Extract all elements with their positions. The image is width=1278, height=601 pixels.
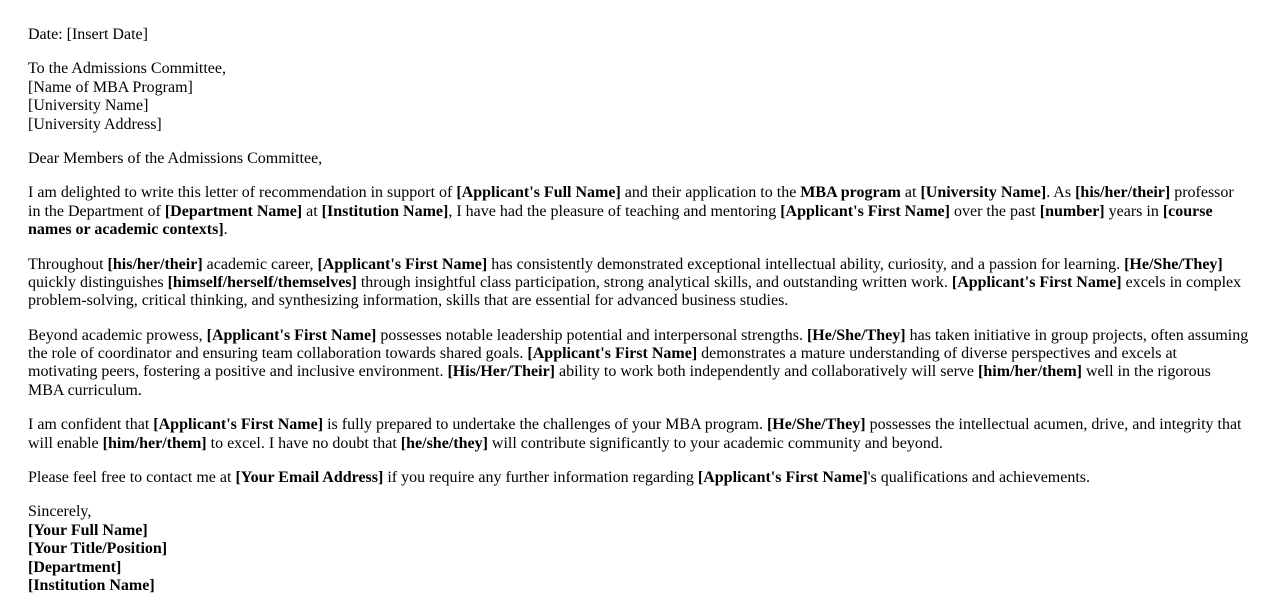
text-run: I am confident that <box>28 416 154 434</box>
placeholder-field: [Applicant's First Name] <box>153 416 324 434</box>
text-run: has consistently demonstrated exceptional intellectual ability, curiosity, and a passion for learning. <box>487 255 1125 273</box>
salutation <box>28 150 1250 168</box>
placeholder-field: [He/She/They] <box>1124 255 1223 273</box>
text-run: [University Name] <box>28 97 149 115</box>
text-run: if you require any further information regarding <box>383 469 698 487</box>
placeholder-field: [Your Title/Position] <box>28 540 168 558</box>
recipient-address <box>28 60 1250 134</box>
text-run: Dear Members of the Admissions Committee, <box>28 149 323 167</box>
text-run: Date: [Insert Date] <box>28 26 148 43</box>
emphasis-text: MBA program <box>800 184 901 202</box>
text-run: will contribute significantly to your academic community and beyond. <box>487 434 943 452</box>
placeholder-field: [Department] <box>28 558 122 576</box>
placeholder-field: [him/her/them] <box>978 363 1082 381</box>
text-run: possesses notable leadership potential and interpersonal strengths. <box>376 326 807 344</box>
placeholder-field: [University Name] <box>920 184 1047 202</box>
text-run: excels in complex problem-solving, critical thinking, and synthesizing information, skills that are essential for advanced business studies. <box>28 273 1242 310</box>
text-run: is fully prepared to undertake the challenges of your MBA program. <box>323 416 767 434</box>
text-run: Sincerely, <box>28 503 92 521</box>
placeholder-field: [Applicant's Full Name] <box>456 184 621 202</box>
text-run: . As <box>1046 184 1076 202</box>
placeholder-field: [His/Her/Their] <box>447 363 555 381</box>
text-run: [Name of MBA Program] <box>28 78 193 96</box>
text-run: academic career, <box>202 255 318 273</box>
paragraph-introduction <box>28 184 1250 239</box>
placeholder-field: [Your Full Name] <box>28 521 148 539</box>
placeholder-field: [Applicant's First Name] <box>780 202 950 220</box>
placeholder-field: [Applicant's First Name] <box>317 255 488 273</box>
placeholder-field: [He/She/They] <box>766 416 866 434</box>
placeholder-field: [Applicant's First Name] <box>951 273 1122 291</box>
letter-body <box>28 26 1250 595</box>
placeholder-field: [Institution Name] <box>28 576 155 594</box>
placeholder-field: [his/her/their] <box>107 255 203 273</box>
text-run: Throughout <box>28 255 108 273</box>
text-run: to excel. I have no doubt that <box>206 434 401 452</box>
text-run: has taken initiative in group projects, often assuming the role of coordinator and ensuring team collaboration towards shared goals. <box>28 326 1249 363</box>
placeholder-field: [him/her/them] <box>102 434 207 452</box>
placeholder-field: [number] <box>1039 202 1105 220</box>
text-run: and their application to the <box>620 184 801 202</box>
placeholder-field: [Your Email Address] <box>235 469 384 487</box>
text-run: ability to work both independently and collaboratively will serve <box>555 363 979 381</box>
text-run: To the Admissions Committee, <box>28 60 226 78</box>
text-run: over the past <box>949 202 1040 220</box>
text-run: demonstrates a mature understanding of diverse perspectives and excels at motivating peers, fostering a positive and inclusive environment. <box>28 345 1177 381</box>
paragraph-academic <box>28 256 1250 311</box>
text-run: I am delighted to write this letter of recommendation in support of <box>28 184 457 202</box>
text-run: well in the rigorous MBA curriculum. <box>28 363 1211 399</box>
text-run: through insightful class participation, strong analytical skills, and outstanding written work. <box>356 273 952 291</box>
signature-block <box>28 503 1250 595</box>
text-run: . <box>223 221 228 239</box>
text-run: years in <box>1104 202 1163 220</box>
text-run: [University Address] <box>28 115 162 133</box>
placeholder-field: [course names or academic contexts] <box>28 202 1213 239</box>
placeholder-field: [Applicant's First Name] <box>527 345 698 363</box>
placeholder-field: [he/she/they] <box>400 434 488 452</box>
text-run: Please feel free to contact me at <box>28 469 236 487</box>
date-line <box>28 26 1250 44</box>
placeholder-field: [himself/herself/themselves] <box>167 273 357 291</box>
text-run: at <box>302 202 322 220</box>
text-run: possesses the intellectual acumen, drive, and integrity that will enable <box>28 416 1242 452</box>
text-run: , I have had the pleasure of teaching and mentoring <box>448 202 781 220</box>
paragraph-confidence <box>28 416 1250 453</box>
placeholder-field: [Applicant's First Name] <box>697 469 868 487</box>
text-run: at <box>900 184 921 202</box>
text-run: quickly distinguishes <box>28 273 168 291</box>
paragraph-leadership <box>28 327 1250 401</box>
text-run: Beyond academic prowess, <box>28 326 207 344</box>
placeholder-field: [his/her/their] <box>1075 184 1171 202</box>
placeholder-field: [Department Name] <box>164 202 303 220</box>
text-run: 's qualifications and achievements. <box>867 469 1091 487</box>
placeholder-field: [Applicant's First Name] <box>206 326 377 344</box>
placeholder-field: [Institution Name] <box>321 202 449 220</box>
paragraph-contact <box>28 469 1250 487</box>
text-run: professor in the Department of <box>28 184 1234 220</box>
placeholder-field: [He/She/They] <box>806 326 906 344</box>
